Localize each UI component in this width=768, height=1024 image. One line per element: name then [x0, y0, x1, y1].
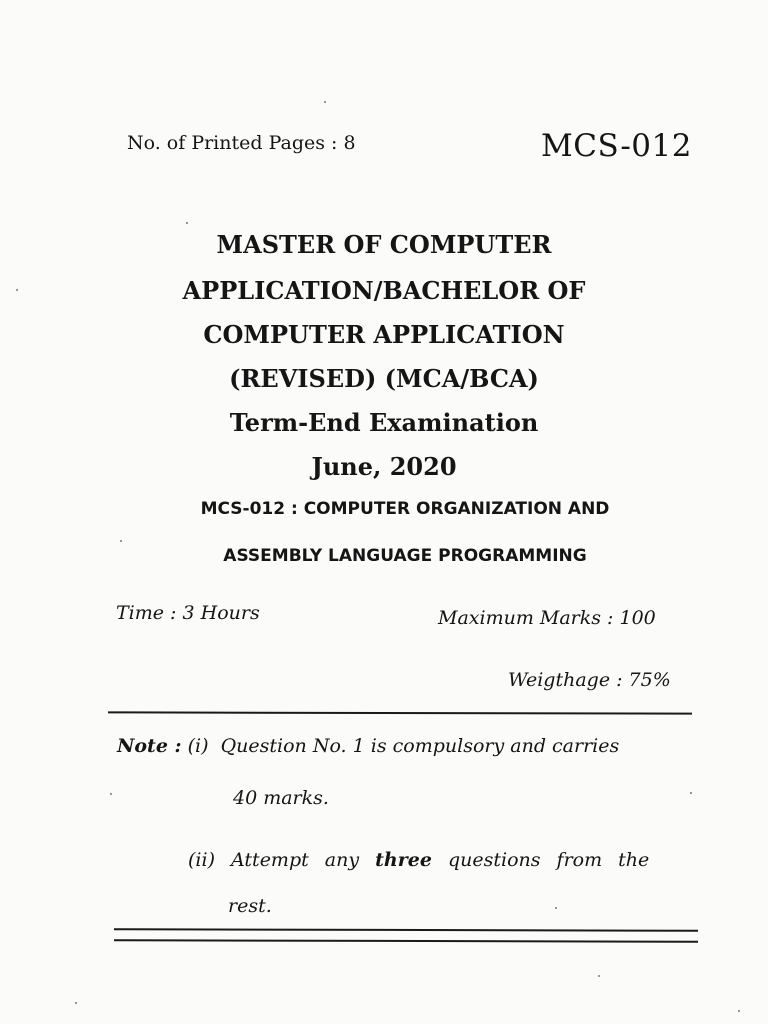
exam-duration: Time : 3 Hours [116, 602, 260, 624]
scan-speck [186, 222, 188, 224]
maximum-marks: Maximum Marks : 100 [438, 607, 656, 629]
note-item-2-text-end: questions from the [447, 849, 650, 871]
end-double-rule-bottom [114, 939, 698, 943]
programme-title-line-3: COMPUTER APPLICATION [203, 320, 565, 349]
note-item-2-number: (ii) [188, 849, 215, 871]
note-item-1-number: (i) [187, 735, 209, 757]
scan-speck [555, 907, 557, 909]
note-label: Note : [117, 735, 182, 757]
programme-title-line-4: (REVISED) (MCA/BCA) [229, 364, 539, 393]
separator-line [108, 711, 692, 714]
scan-speck [738, 1010, 740, 1012]
note-item-1 [117, 735, 619, 757]
scan-speck [110, 793, 112, 795]
programme-title-line-2: APPLICATION/BACHELOR OF [182, 276, 586, 305]
printed-pages-count: No. of Printed Pages : 8 [127, 132, 356, 154]
note-item-1-continued: 40 marks. [233, 787, 329, 809]
scan-speck [75, 1002, 77, 1004]
exam-session: June, 2020 [311, 452, 457, 481]
paper-code: MCS-012 [541, 128, 692, 164]
weightage: Weigthage : 75% [508, 669, 671, 691]
scan-speck [690, 792, 692, 794]
programme-title-line-1: MASTER OF COMPUTER [216, 230, 552, 259]
scan-speck [324, 101, 326, 103]
course-title-line-1: MCS-012 : COMPUTER ORGANIZATION AND [200, 499, 610, 519]
end-double-rule-top [114, 928, 698, 932]
note-item-2-text-start: Attempt any [231, 849, 360, 871]
scan-speck [598, 975, 600, 977]
note-item-2-emphasis: three [375, 849, 432, 871]
note-item-2-continued: rest. [228, 895, 272, 917]
course-title-line-2: ASSEMBLY LANGUAGE PROGRAMMING [223, 546, 587, 566]
note-item-2 [188, 849, 649, 871]
exam-name: Term-End Examination [229, 408, 539, 437]
scan-speck [16, 289, 18, 291]
note-item-1-text: Question No. 1 is compulsory and carries [220, 735, 620, 757]
scan-speck [120, 540, 122, 542]
